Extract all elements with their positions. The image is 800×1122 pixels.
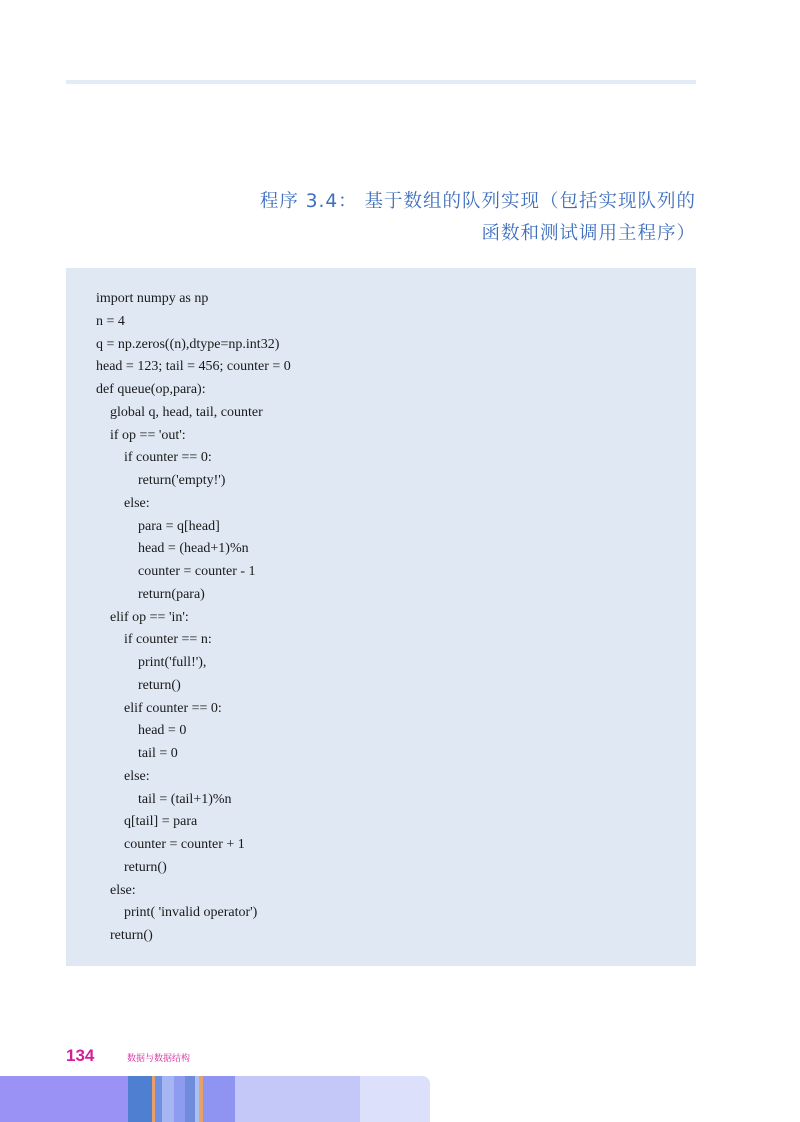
program-title xyxy=(176,186,696,250)
page-number: 134 xyxy=(66,1046,95,1065)
band-segment xyxy=(185,1076,195,1122)
code-line: def queue(op,para): xyxy=(96,382,206,397)
code-line: return('empty!') xyxy=(138,473,226,488)
code-line: return() xyxy=(110,928,153,943)
code-line: para = q[head] xyxy=(138,518,220,534)
band-segment xyxy=(235,1076,360,1122)
code-line: if counter == 0: xyxy=(124,450,212,466)
code-listing xyxy=(66,268,696,966)
code-line: q[tail] = para xyxy=(124,814,198,830)
code-line: import numpy as np xyxy=(96,291,209,306)
code-line: else: xyxy=(124,495,150,511)
code-line: else: xyxy=(110,882,136,898)
program-title-line-1: 程序 3.4： 基于数组的队列实现（包括实现队列的 xyxy=(259,191,696,212)
code-line: if counter == n: xyxy=(124,632,212,648)
code-line: print( 'invalid operator') xyxy=(124,905,258,921)
code-line: tail = 0 xyxy=(138,746,178,761)
program-title-line-2: 函数和测试调用主程序） xyxy=(481,223,696,244)
code-line: return() xyxy=(124,859,167,875)
code-line: print('full!'), xyxy=(138,655,207,670)
code-line: return(para) xyxy=(138,586,205,602)
band-segment xyxy=(360,1076,430,1122)
code-line: global q, head, tail, counter xyxy=(110,404,263,420)
band-segment xyxy=(128,1076,152,1122)
code-line: elif op == 'in': xyxy=(110,609,189,625)
code-line: elif counter == 0: xyxy=(124,700,222,716)
code-line: else: xyxy=(124,768,150,784)
code-line: n = 4 xyxy=(96,313,125,329)
code-line: tail = (tail+1)%n xyxy=(138,791,232,807)
band-segment xyxy=(174,1076,185,1122)
code-line: if op == 'out': xyxy=(110,427,186,443)
band-segment xyxy=(155,1076,162,1122)
chapter-title: 数据与数据结构 xyxy=(127,1054,191,1064)
footer-decoration-band xyxy=(0,1076,430,1122)
code-line: head = 123; tail = 456; counter = 0 xyxy=(96,359,291,375)
band-segment xyxy=(162,1076,174,1122)
code-line: counter = counter + 1 xyxy=(124,837,245,852)
band-segment xyxy=(0,1076,128,1122)
band-segment xyxy=(203,1076,235,1122)
code-line: counter = counter - 1 xyxy=(138,564,256,579)
code-line: head = (head+1)%n xyxy=(138,541,249,557)
code-line: return() xyxy=(138,677,181,693)
code-line: q = np.zeros((n),dtype=np.int32) xyxy=(96,336,280,352)
code-line: head = 0 xyxy=(138,723,187,739)
top-rule xyxy=(66,80,696,84)
code-lines xyxy=(96,288,291,948)
